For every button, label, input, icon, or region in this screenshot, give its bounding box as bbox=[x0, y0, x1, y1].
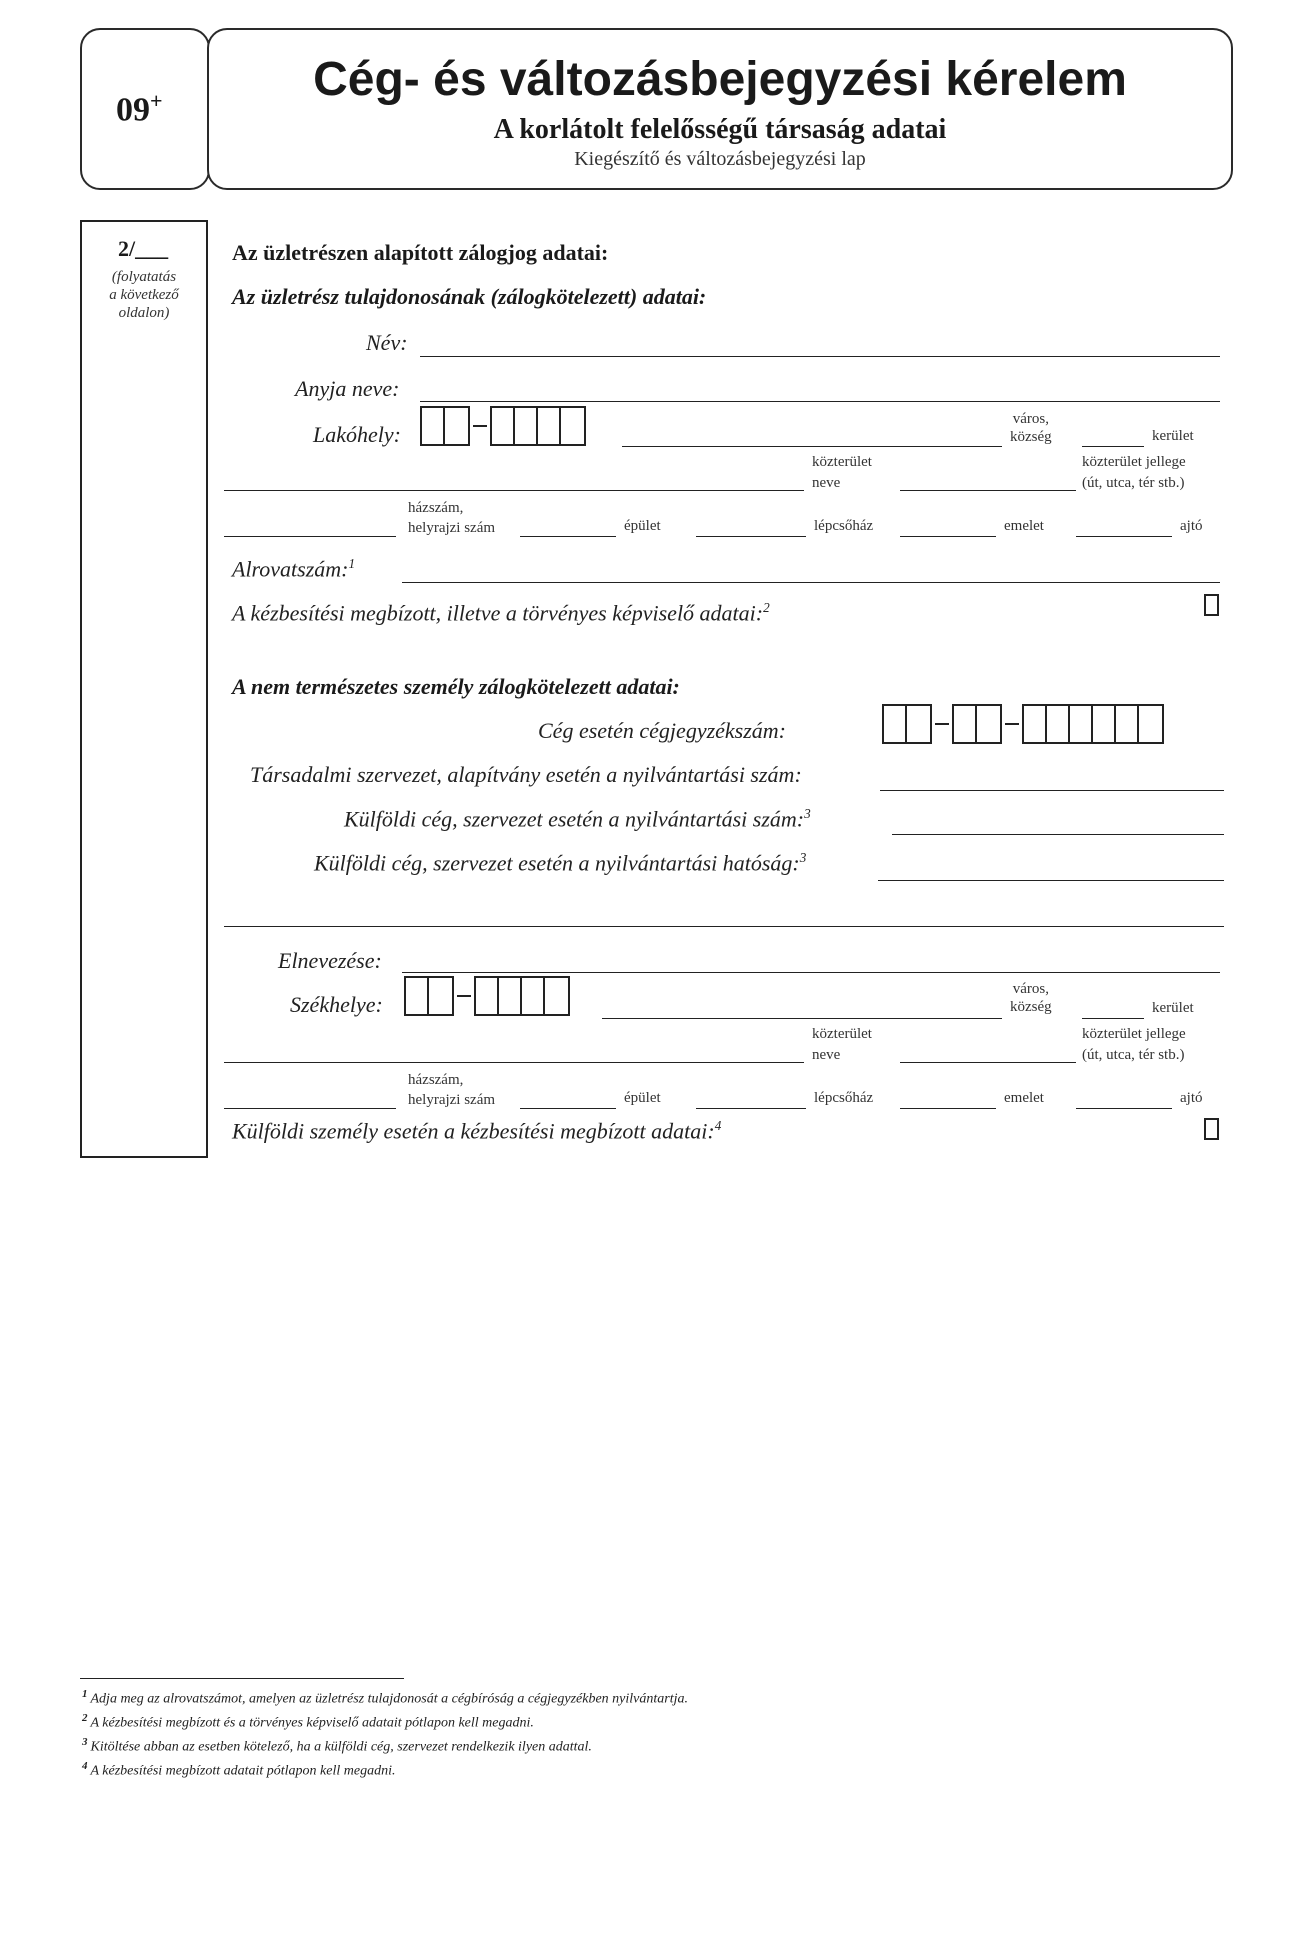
subheading-number-text: Alrovatszám: bbox=[232, 556, 349, 582]
seat-house-number-label bbox=[408, 1070, 495, 1110]
page-number: 2/___ bbox=[118, 236, 169, 261]
seat-public-area-field[interactable] bbox=[224, 1062, 804, 1063]
company-reg-number[interactable] bbox=[882, 704, 1164, 744]
name-field[interactable] bbox=[420, 356, 1220, 357]
seat-city-field[interactable] bbox=[602, 1018, 1002, 1019]
owner-heading: Az üzletrész tulajdonosának (zálogkötelezett) adatai: bbox=[232, 284, 707, 309]
seat-house-number-label-line2: helyrajzi szám bbox=[408, 1092, 496, 1108]
footnote-divider bbox=[80, 1678, 404, 1679]
page-title: Cég- és változásbejegyzési kérelem bbox=[313, 53, 1127, 106]
mother-name-field[interactable] bbox=[420, 401, 1220, 402]
form-code-sup: + bbox=[150, 88, 163, 113]
seat-label: Székhelye: bbox=[290, 992, 383, 1017]
public-area-label bbox=[812, 452, 872, 494]
seat-house-number-label-line1: házszám, bbox=[408, 1072, 464, 1088]
city-label-line2: község bbox=[1010, 429, 1052, 445]
staircase-label: lépcsőház bbox=[814, 518, 874, 534]
residence-house-field[interactable] bbox=[520, 536, 616, 537]
house-number-label bbox=[408, 498, 495, 538]
footnote-4 bbox=[82, 1760, 395, 1780]
legal-entity-heading: A nem természetes személy zálogkötelezett adatai: bbox=[232, 674, 680, 699]
residence-staircase-field[interactable] bbox=[900, 536, 996, 537]
mother-name-label: Anyja neve: bbox=[295, 376, 400, 401]
seat-building-label: épület bbox=[624, 1090, 661, 1106]
seat-public-area-type-label bbox=[1082, 1024, 1186, 1066]
residence-city-field[interactable] bbox=[622, 446, 1002, 447]
residence-postcode[interactable] bbox=[420, 406, 586, 446]
seat-district-label: kerület bbox=[1152, 1000, 1194, 1016]
form-code-number: 09 bbox=[116, 91, 150, 129]
floor-label: emelet bbox=[1004, 518, 1044, 534]
foreign-reg-authority-field-continued[interactable] bbox=[224, 926, 1224, 927]
form-code bbox=[116, 88, 163, 129]
public-area-type-label-line2: (út, utca, tér stb.) bbox=[1082, 475, 1185, 491]
foreign-reg-number-text: Külföldi cég, szervezet esetén a nyilvántartási szám: bbox=[344, 806, 805, 832]
door-label: ajtó bbox=[1180, 518, 1203, 534]
seat-staircase-label: lépcsőház bbox=[814, 1090, 874, 1106]
residence-building-field[interactable] bbox=[696, 536, 806, 537]
org-reg-label: Társadalmi szervezet, alapítvány esetén a nyilvántartási szám: bbox=[250, 762, 802, 787]
page-sub-subtitle: Kiegészítő és változásbejegyzési lap bbox=[574, 148, 866, 170]
entity-name-label: Elnevezése: bbox=[278, 948, 382, 973]
foreign-person-agent-checkbox[interactable] bbox=[1204, 1118, 1219, 1140]
seat-city-label bbox=[1010, 980, 1052, 1016]
seat-staircase-field[interactable] bbox=[900, 1108, 996, 1109]
seat-city-label-line1: város, bbox=[1012, 981, 1049, 997]
subheading-number-label bbox=[232, 556, 355, 582]
public-area-type-label bbox=[1082, 452, 1186, 494]
seat-floor-field[interactable] bbox=[1076, 1108, 1172, 1109]
seat-city-label-line2: község bbox=[1010, 999, 1052, 1015]
pledge-heading: Az üzletrészen alapított zálogjog adatai: bbox=[232, 240, 609, 265]
name-label: Név: bbox=[366, 330, 408, 355]
company-reg-label: Cég esetén cégjegyzékszám: bbox=[538, 718, 787, 743]
entity-name-field[interactable] bbox=[402, 972, 1220, 973]
footnote-3-text: Kitöltése abban az esetben kötelező, ha a külföldi cég, szervezet rendelkezik ilyen adattal. bbox=[90, 1739, 592, 1755]
foreign-reg-number-label bbox=[344, 806, 811, 832]
residence-label: Lakóhely: bbox=[313, 422, 401, 447]
seat-door-label: ajtó bbox=[1180, 1090, 1203, 1106]
footnote-ref-2: 2 bbox=[763, 600, 770, 615]
seat-public-area-type-label-line1: közterület jellege bbox=[1082, 1026, 1186, 1042]
subheading-number-field[interactable] bbox=[402, 582, 1220, 583]
delivery-agent-text: A kézbesítési megbízott, illetve a törvényes képviselő adatai: bbox=[232, 600, 764, 626]
footnote-2-text: A kézbesítési megbízott és a törvényes képviselő adatait pótlapon kell megadni. bbox=[90, 1715, 534, 1731]
residence-district-field[interactable] bbox=[1082, 446, 1144, 447]
continuation-note-line1: (folyatatás bbox=[111, 269, 177, 285]
foreign-reg-authority-text: Külföldi cég, szervezet esetén a nyilvántartási hatóság: bbox=[314, 850, 800, 876]
seat-building-field[interactable] bbox=[696, 1108, 806, 1109]
residence-floor-field[interactable] bbox=[1076, 536, 1172, 537]
footnote-1 bbox=[82, 1688, 688, 1708]
residence-public-area-field[interactable] bbox=[224, 490, 804, 491]
foreign-reg-number-field[interactable] bbox=[892, 834, 1224, 835]
district-label: kerület bbox=[1152, 428, 1194, 444]
footnote-ref-4: 4 bbox=[714, 1118, 722, 1133]
continuation-note-line2: a következő bbox=[109, 287, 179, 303]
continuation-note-line3: oldalon) bbox=[118, 305, 170, 321]
page-subtitle: A korlátolt felelősségű társaság adatai bbox=[493, 114, 947, 145]
seat-floor-label: emelet bbox=[1004, 1090, 1044, 1106]
footnote-1-text: Adja meg az alrovatszámot, amelyen az üzletrész tulajdonosát a cégbíróság a cégjegyzékben nyilvántartja. bbox=[90, 1691, 689, 1707]
org-reg-field[interactable] bbox=[880, 790, 1224, 791]
footnote-4-number: 4 bbox=[82, 1760, 88, 1772]
residence-public-area-type-field[interactable] bbox=[900, 490, 1076, 491]
building-label: épület bbox=[624, 518, 661, 534]
delivery-agent-label bbox=[232, 600, 770, 626]
public-area-type-label-line1: közterület jellege bbox=[1082, 454, 1186, 470]
city-label-line1: város, bbox=[1012, 411, 1049, 427]
footnote-3-number: 3 bbox=[82, 1736, 88, 1748]
public-area-label-line1: közterület bbox=[812, 454, 872, 470]
city-label bbox=[1010, 410, 1052, 446]
seat-house-field-start[interactable] bbox=[224, 1108, 396, 1109]
side-box bbox=[80, 220, 208, 1158]
seat-house-field[interactable] bbox=[520, 1108, 616, 1109]
house-number-label-line2: helyrajzi szám bbox=[408, 520, 496, 536]
continuation-note bbox=[84, 268, 204, 322]
seat-public-area-type-label-line2: (út, utca, tér stb.) bbox=[1082, 1047, 1185, 1063]
footnote-ref-3a: 3 bbox=[804, 806, 811, 821]
seat-public-area-label-line2: neve bbox=[812, 1047, 841, 1063]
footnote-4-text: A kézbesítési megbízott adatait pótlapon kell megadni. bbox=[90, 1763, 396, 1779]
footnote-3 bbox=[82, 1736, 592, 1756]
seat-public-area-label-line1: közterület bbox=[812, 1026, 872, 1042]
delivery-agent-checkbox[interactable] bbox=[1204, 594, 1219, 616]
residence-house-field-start[interactable] bbox=[224, 536, 396, 537]
footnote-2-number: 2 bbox=[82, 1712, 88, 1724]
foreign-reg-authority-label bbox=[314, 850, 806, 876]
foreign-reg-authority-field[interactable] bbox=[878, 880, 1224, 881]
house-number-label-line1: házszám, bbox=[408, 500, 464, 516]
foreign-person-agent-text: Külföldi személy esetén a kézbesítési megbízott adatai: bbox=[232, 1118, 715, 1144]
footnote-1-number: 1 bbox=[82, 1688, 88, 1700]
footnote-ref-3b: 3 bbox=[799, 850, 807, 865]
footnote-2 bbox=[82, 1712, 534, 1732]
seat-postcode[interactable] bbox=[404, 976, 570, 1016]
public-area-label-line2: neve bbox=[812, 475, 841, 491]
seat-district-field[interactable] bbox=[1082, 1018, 1144, 1019]
footnote-ref-1: 1 bbox=[348, 556, 356, 571]
foreign-person-agent-label bbox=[232, 1118, 721, 1144]
seat-public-area-type-field[interactable] bbox=[900, 1062, 1076, 1063]
seat-public-area-label bbox=[812, 1024, 872, 1066]
